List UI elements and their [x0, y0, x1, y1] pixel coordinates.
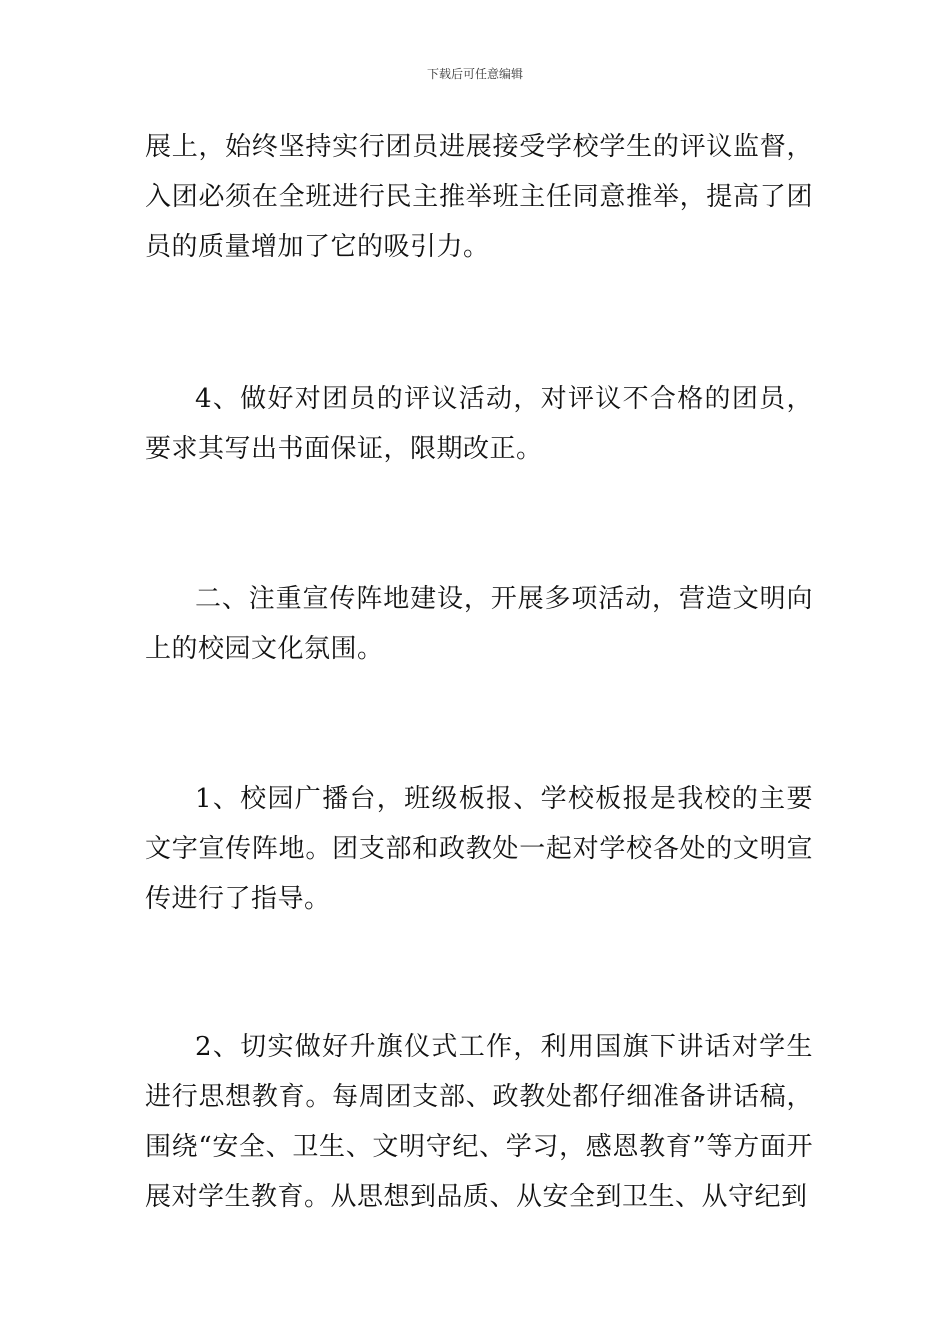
paragraph-item-2: 2、切实做好升旗仪式工作，利用国旗下讲话对学生进行思想教育。每周团支部、政教处都仔细准备讲话稿，围绕“安全、卫生、文明守纪、学习，感恩教育”等方面开展对学生教育。从思想到品质、从安全到卫生、从守纪到 [145, 1032, 813, 1212]
paragraph-item-1: 1、校园广播台，班级板报、学校板报是我校的主要文字宣传阵地。团支部和政教处一起对学校各处的文明宣传进行了指导。 [145, 784, 813, 914]
paragraph-section-2-heading: 二、注重宣传阵地建设，开展多项活动，营造文明向上的校园文化氛围。 [145, 584, 813, 664]
page-header: 下载后可任意编辑 [426, 67, 523, 81]
paragraph-item-4: 4、做好对团员的评议活动，对评议不合格的团员，要求其写出书面保证，限期改正。 [145, 384, 813, 464]
paragraph-continuation: 展上，始终坚持实行团员进展接受学校学生的评议监督，入团必须在全班进行民主推举班主任同意推举，提高了团员的质量增加了它的吸引力。 [145, 132, 813, 262]
